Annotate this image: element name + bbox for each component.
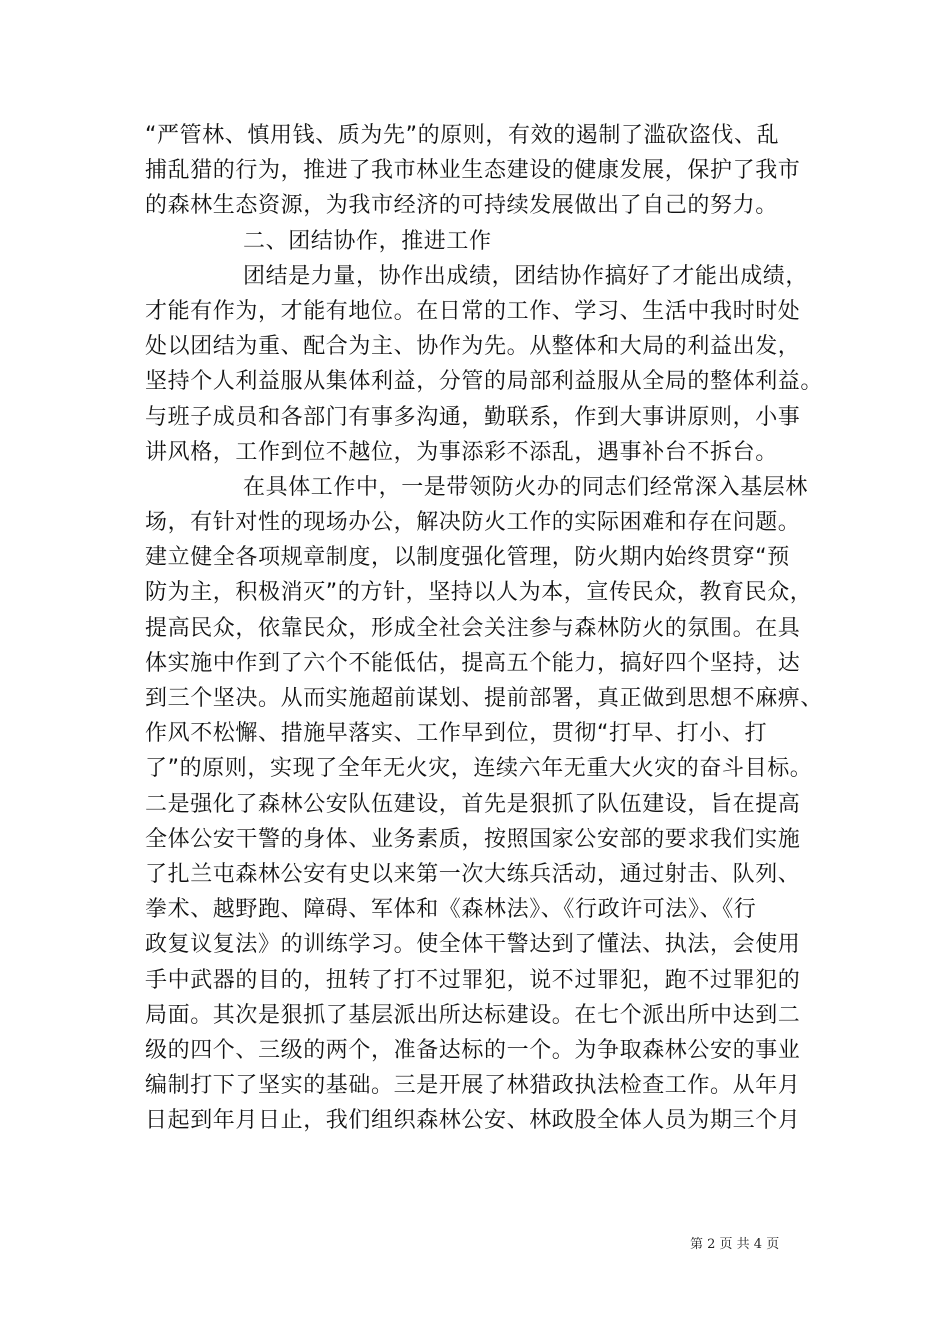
text-line: 建立健全各项规章制度，以制度强化管理，防火期内始终贯穿“预 bbox=[145, 545, 790, 571]
text-line: 日起到年月日止，我们组织森林公安、林政股全体人员为期三个月 bbox=[145, 1108, 801, 1134]
text-line: 局面。其次是狠抓了基层派出所达标建设。在七个派出所中达到二 bbox=[145, 1002, 801, 1028]
text-line: 的森林生态资源，为我市经济的可持续发展做出了自己的努力。 bbox=[145, 193, 778, 219]
document-body bbox=[145, 118, 825, 1138]
text-line: 全体公安干警的身体、业务素质，按照国家公安部的要求我们实施 bbox=[145, 826, 801, 852]
text-line: 拳术、越野跑、障碍、军体和《森林法》、《行政许可法》、《行 bbox=[145, 897, 757, 923]
text-line: 坚持个人利益服从集体利益，分管的局部利益服从全局的整体利益。 bbox=[145, 369, 824, 395]
page-number-label: 第 2 页 共 4 页 bbox=[690, 1237, 780, 1252]
section-heading: 二、团结协作，推进工作 bbox=[243, 228, 492, 254]
text-line: 了”的原则，实现了全年无火灾，连续六年无重大火灾的奋斗目标。 bbox=[145, 756, 813, 782]
text-line: 手中武器的目的，扭转了打不过罪犯，说不过罪犯，跑不过罪犯的 bbox=[145, 967, 801, 993]
text-line: 二是强化了森林公安队伍建设，首先是狠抓了队伍建设，旨在提高 bbox=[145, 791, 801, 817]
text-line: 政复议复法》的训练学习。使全体干警达到了懂法、执法，会使用 bbox=[145, 932, 801, 958]
text-line: 到三个坚决。从而实施超前谋划、提前部署，真正做到思想不麻痹、 bbox=[145, 686, 824, 711]
text-line: “严管林、慎用钱、质为先”的原则，有效的遏制了滥砍盗伐、乱 bbox=[145, 123, 780, 148]
text-line: 编制打下了坚实的基础。三是开展了林猎政执法检查工作。从年月 bbox=[145, 1073, 801, 1099]
text-line: 讲风格，工作到位不越位，为事添彩不添乱，遇事补台不拆台。 bbox=[145, 439, 778, 465]
text-line: 捕乱猎的行为，推进了我市林业生态建设的健康发展，保护了我市 bbox=[145, 158, 801, 184]
text-line: 与班子成员和各部门有事多沟通，勤联系，作到大事讲原则，小事 bbox=[145, 404, 801, 430]
paragraph-first-line: 团结是力量，协作出成绩，团结协作搞好了才能出成绩， bbox=[243, 263, 809, 289]
text-line: 了扎兰屯森林公安有史以来第一次大练兵活动，通过射击、队列、 bbox=[145, 861, 801, 887]
text-line: 提高民众，依靠民众，形成全社会关注参与森林防火的氛围。在具 bbox=[145, 615, 801, 641]
text-line: 场，有针对性的现场办公，解决防火工作的实际困难和存在问题。 bbox=[145, 510, 801, 536]
text-line: 处以团结为重、配合为主、协作为先。从整体和大局的利益出发， bbox=[145, 334, 801, 360]
text-line: 才能有作为，才能有地位。在日常的工作、学习、生活中我时时处 bbox=[145, 298, 801, 324]
paragraph-first-line: 在具体工作中，一是带领防火办的同志们经常深入基层林 bbox=[243, 474, 809, 500]
text-line: 级的四个、三级的两个，准备达标的一个。为争取森林公安的事业 bbox=[145, 1037, 801, 1063]
page-footer bbox=[690, 1233, 830, 1252]
text-line: 作风不松懈、措施早落实、工作早到位，贯彻“打早、打小、打 bbox=[145, 721, 768, 747]
text-line: 防为主，积极消灭”的方针，坚持以人为本，宣传民众，教育民众， bbox=[145, 580, 813, 606]
text-line: 体实施中作到了六个不能低估，提高五个能力，搞好四个坚持，达 bbox=[145, 650, 801, 676]
